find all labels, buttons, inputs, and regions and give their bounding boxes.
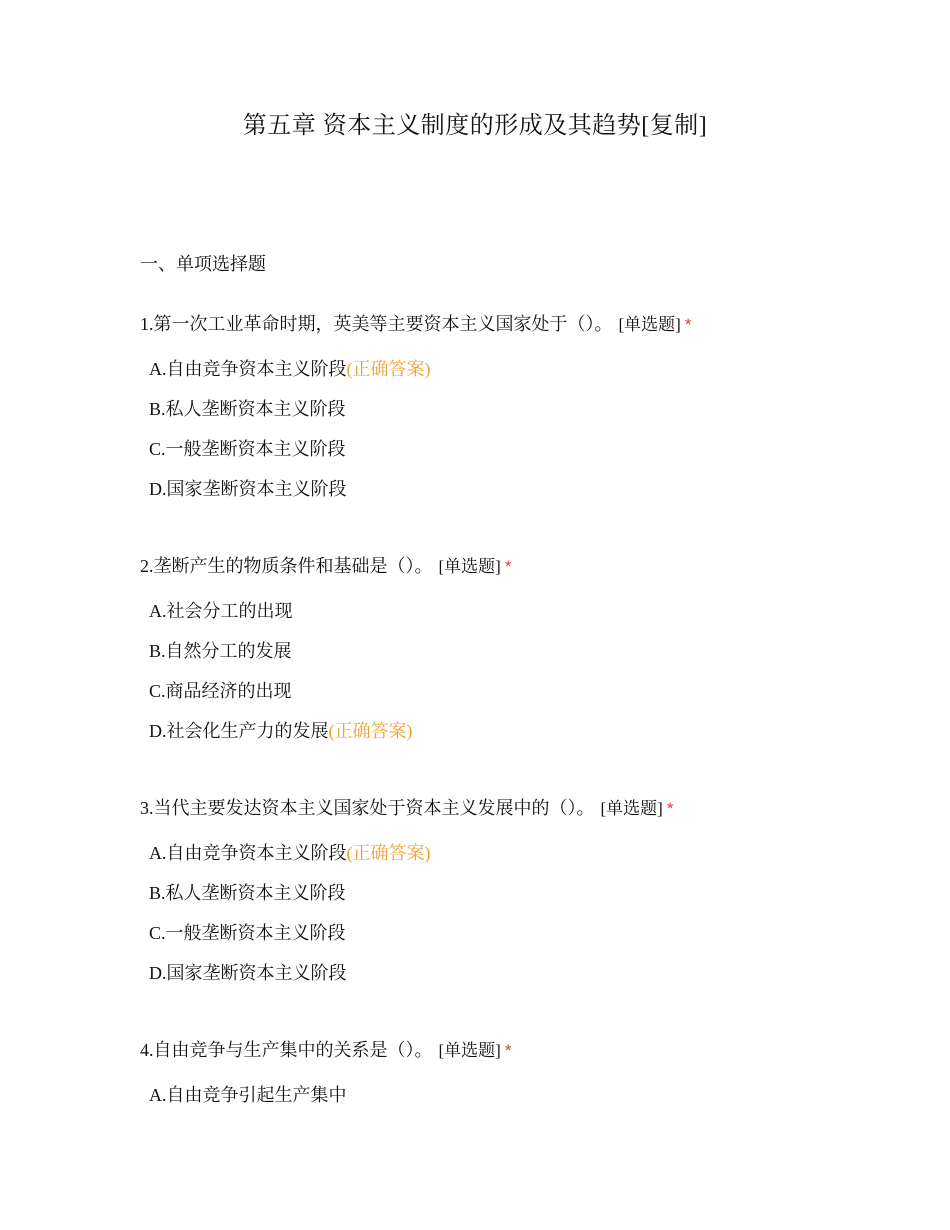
option-text: B.自然分工的发展 bbox=[149, 641, 292, 661]
answer-option bbox=[149, 879, 920, 919]
option-text: D.国家垄断资本主义阶段 bbox=[149, 479, 347, 499]
answer-option bbox=[149, 637, 920, 677]
option-text: D.国家垄断资本主义阶段 bbox=[149, 963, 347, 983]
required-marker: * bbox=[504, 1041, 512, 1060]
question-text: 4.自由竞争与生产集中的关系是（）。 bbox=[140, 1040, 433, 1060]
correct-answer-tag: (正确答案) bbox=[328, 721, 413, 741]
option-text: A.自由竞争资本主义阶段 bbox=[149, 843, 347, 863]
answer-option bbox=[149, 395, 920, 435]
answer-option bbox=[149, 597, 920, 637]
option-text: C.商品经济的出现 bbox=[149, 681, 292, 701]
required-marker: * bbox=[666, 799, 674, 818]
option-list bbox=[140, 355, 920, 515]
question-text: 1.第一次工业革命时期，英美等主要资本主义国家处于（）。 bbox=[140, 314, 613, 334]
option-text: A.社会分工的出现 bbox=[149, 601, 293, 621]
question-text: 3.当代主要发达资本主义国家处于资本主义发展中的（）。 bbox=[140, 798, 595, 818]
required-marker: * bbox=[684, 315, 692, 334]
required-marker: * bbox=[504, 557, 512, 576]
question-4 bbox=[140, 1036, 920, 1121]
option-list bbox=[140, 1081, 920, 1121]
option-text: C.一般垄断资本主义阶段 bbox=[149, 923, 346, 943]
answer-option bbox=[149, 677, 920, 717]
question-type-label: [单选题] bbox=[438, 557, 501, 576]
correct-answer-tag: (正确答案) bbox=[346, 843, 431, 863]
option-text: A.自由竞争引起生产集中 bbox=[149, 1085, 347, 1105]
answer-option bbox=[149, 919, 920, 959]
option-text: B.私人垄断资本主义阶段 bbox=[149, 399, 346, 419]
option-list bbox=[140, 597, 920, 757]
option-text: D.社会化生产力的发展 bbox=[149, 721, 329, 741]
answer-option bbox=[149, 435, 920, 475]
correct-answer-tag: (正确答案) bbox=[346, 359, 431, 379]
answer-option bbox=[149, 355, 920, 395]
option-text: C.一般垄断资本主义阶段 bbox=[149, 439, 346, 459]
question-3 bbox=[140, 794, 920, 999]
answer-option bbox=[149, 959, 920, 999]
question-text: 2.垄断产生的物质条件和基础是（）。 bbox=[140, 556, 433, 576]
question-stem bbox=[140, 310, 920, 339]
question-stem bbox=[140, 552, 920, 581]
option-list bbox=[140, 839, 920, 999]
option-text: A.自由竞争资本主义阶段 bbox=[149, 359, 347, 379]
question-stem bbox=[140, 1036, 920, 1065]
question-type-label: [单选题] bbox=[438, 1041, 501, 1060]
question-type-label: [单选题] bbox=[600, 799, 663, 818]
option-text: B.私人垄断资本主义阶段 bbox=[149, 883, 346, 903]
question-1 bbox=[140, 310, 920, 515]
question-stem bbox=[140, 794, 920, 823]
answer-option bbox=[149, 839, 920, 879]
document-title: 第五章 资本主义制度的形成及其趋势[复制] bbox=[242, 113, 708, 139]
question-type-label: [单选题] bbox=[618, 315, 681, 334]
section-heading: 一、单项选择题 bbox=[140, 254, 266, 274]
answer-option bbox=[149, 717, 920, 757]
answer-option bbox=[149, 475, 920, 515]
answer-option bbox=[149, 1081, 920, 1121]
question-2 bbox=[140, 552, 920, 757]
